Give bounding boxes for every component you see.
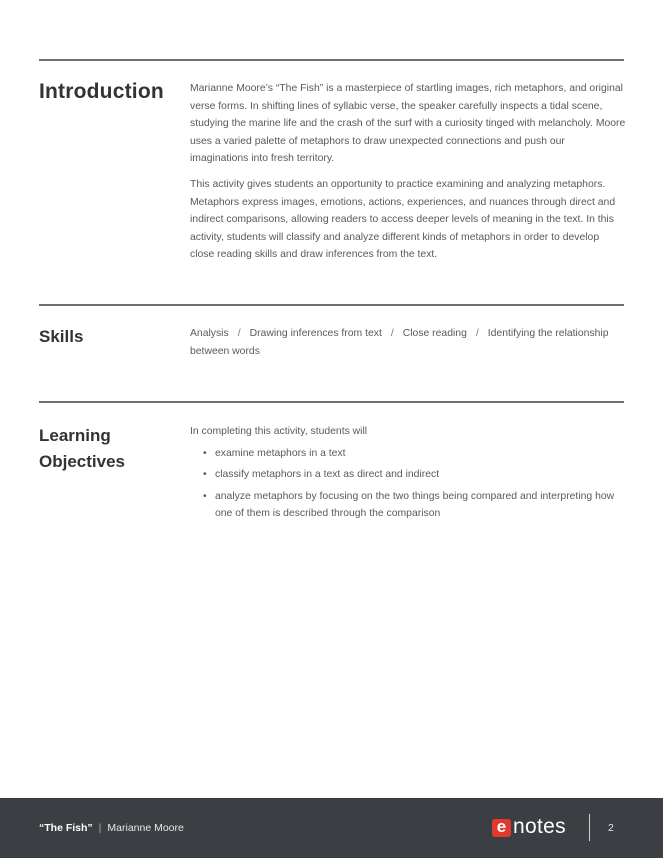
skill-separator: / (475, 328, 479, 339)
skills-list (190, 325, 626, 360)
objective-text: examine metaphors in a text (215, 447, 346, 459)
page-number: 2 (608, 822, 614, 834)
footer-work-title: “The Fish” (39, 822, 93, 834)
objective-text: analyze metaphors by focusing on the two things being compared and interpreting how one of them is described through the comparison (215, 490, 615, 520)
top-rule (39, 59, 624, 61)
skill-item: Analysis (190, 328, 229, 339)
bullet-icon: • (203, 447, 207, 459)
introduction-paragraph-1: Marianne Moore’s “The Fish” is a masterpiece of startling images, rich metaphors, and original verse forms. In shifting lines of syllabic verse, the speaker carefully inspects a tidal scene, studying the marine life and the crash of the surf with a curiosity tinged with melancholy. Moore uses a varied palette of metaphors to draw unexpected connections and push our imaginations into fresh territory. (190, 83, 626, 165)
footer-author: Marianne Moore (107, 822, 184, 834)
skill-item: Identifying the relationship between words (190, 328, 609, 357)
skill-separator: / (390, 328, 394, 339)
skills-heading: Skills (39, 327, 84, 346)
footer-title (39, 822, 184, 834)
logo-e-icon: e (492, 819, 511, 837)
bullet-icon: • (203, 490, 207, 502)
introduction-heading: Introduction (39, 80, 164, 103)
skill-item: Close reading (402, 328, 467, 339)
objectives-rule (39, 401, 624, 403)
footer-divider (589, 814, 590, 841)
skills-rule (39, 304, 624, 306)
introduction-body (190, 80, 626, 272)
objectives-intro: In completing this activity, students will (190, 426, 368, 437)
objectives-body (190, 423, 626, 527)
footer-separator: | (98, 822, 102, 834)
bullet-icon: • (203, 469, 207, 481)
page-footer (0, 798, 663, 858)
skill-item: Drawing inferences from text (249, 328, 382, 339)
introduction-paragraph-2: This activity gives students an opportunity to practice examining and analyzing metaphors. Metaphors express images, emotions, actions, experiences, and nuances through direct and indirect comparisons, allowing readers to access deeper levels of meaning in the text. In this activity, students will classify and analyze different kinds of metaphors in order to develop close reading skills and draw inferences from the text. (190, 178, 616, 261)
list-item (190, 466, 626, 484)
objectives-list (190, 445, 626, 523)
list-item (190, 488, 626, 523)
skill-separator: / (237, 328, 241, 339)
list-item (190, 445, 626, 463)
objectives-heading: Learning Objectives (39, 426, 125, 471)
logo-text: notes (513, 815, 566, 838)
objective-text: classify metaphors in a text as direct and indirect (215, 469, 440, 481)
